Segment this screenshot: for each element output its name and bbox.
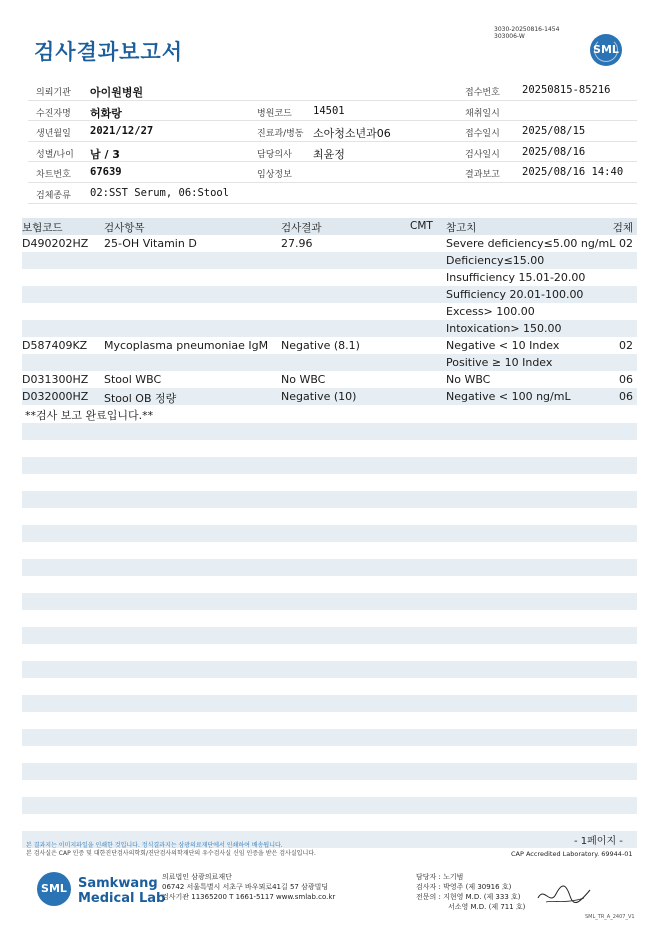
result-item: Stool WBC	[104, 373, 162, 386]
sex-age-label: 성별/나이	[36, 149, 74, 160]
table-row	[22, 252, 637, 269]
patient-value: 허화랑	[90, 106, 122, 120]
result-value: Negative (10)	[281, 390, 357, 403]
receipt-no-label: 접수번호	[465, 88, 500, 98]
result-specimen: 06	[619, 373, 633, 386]
table-row	[22, 320, 637, 337]
receipt-date-label: 접수일시	[465, 129, 500, 140]
empty-row-stripe	[22, 559, 637, 576]
result-ref: Positive ≥ 10 Index	[446, 356, 553, 369]
patient-info-block	[28, 80, 637, 204]
result-item: Stool OB 정량	[104, 392, 177, 405]
result-ref: No WBC	[446, 373, 491, 386]
clinical-label: 임상정보	[257, 170, 292, 181]
patient-label: 수진자명	[36, 108, 71, 119]
table-row	[22, 269, 637, 286]
sml-logo: SML	[590, 34, 622, 66]
info-row	[28, 142, 637, 163]
report-date-value: 2025/08/16 14:40	[522, 166, 624, 179]
test-date-label: 검사일시	[465, 149, 500, 160]
specimen-value: 02:SST Serum, 06:Stool	[90, 186, 230, 199]
end-note-row	[22, 405, 637, 422]
empty-row-stripe	[22, 525, 637, 542]
empty-row-stripe	[22, 763, 637, 780]
info-row	[28, 162, 637, 183]
table-row	[22, 371, 637, 388]
header-item: 검사항목	[104, 222, 145, 234]
table-row	[22, 286, 637, 303]
result-value: 27.96	[281, 237, 313, 250]
result-specimen: 06	[619, 390, 633, 403]
result-ref: Intoxication> 150.00	[446, 322, 562, 335]
table-row	[22, 235, 637, 252]
empty-row-stripe	[22, 593, 637, 610]
table-row	[22, 337, 637, 354]
sml-footer-logo: SML	[37, 872, 71, 906]
result-specimen: 02	[619, 237, 633, 250]
empty-row-stripe	[22, 627, 637, 644]
empty-row-stripe	[22, 695, 637, 712]
info-row	[28, 80, 637, 101]
result-ref: Insufficiency 15.01-20.00	[446, 271, 586, 284]
header-result: 검사결과	[281, 222, 322, 234]
end-note: **검사 보고 완료입니다.**	[25, 409, 154, 422]
empty-row-stripe	[22, 729, 637, 746]
results-body	[22, 235, 637, 405]
collect-date-label: 채취일시	[465, 108, 500, 119]
dob-value: 2021/12/27	[90, 125, 154, 138]
result-ref: Sufficiency 20.01-100.00	[446, 288, 584, 301]
hospital-code-value: 14501	[313, 104, 345, 117]
notice-line-1: 본 결과지는 이미지파일을 인쇄한 것입니다. 정식결과지는 삼광의료재단에서 인쇄하여 배송됩니다.	[26, 842, 283, 849]
notice	[26, 842, 316, 858]
result-item: 25-OH Vitamin D	[104, 237, 197, 250]
report-title: 검사결과보고서	[34, 40, 184, 64]
header-specimen: 검체	[612, 222, 633, 234]
result-value: Negative (8.1)	[281, 339, 360, 352]
dob-label: 생년월일	[36, 129, 71, 140]
notice-line-2: 본 검사실은 CAP 인증 및 대한진단검사의학회/진단검사의학재단의 우수검사실 신임 인증을 받은 검사실입니다.	[26, 850, 316, 857]
info-row	[28, 101, 637, 122]
specimen-label: 검체종류	[36, 190, 71, 201]
doctor-label: 담당의사	[257, 149, 292, 160]
header-ref: 참고치	[446, 222, 477, 234]
result-code: D490202HZ	[22, 237, 89, 250]
info-row	[28, 183, 637, 204]
results-header	[22, 218, 637, 235]
empty-row-stripe	[22, 423, 637, 440]
empty-row-stripe	[22, 491, 637, 508]
result-value: No WBC	[281, 373, 326, 386]
cap-accreditation: CAP Accredited Laboratory. 69944-01	[511, 850, 633, 858]
dept-label: 진료과/병동	[257, 129, 304, 140]
report-date-label: 결과보고	[465, 170, 500, 181]
result-ref: Deficiency≤15.00	[446, 254, 545, 267]
header-code: 보험코드	[22, 222, 63, 234]
result-ref: Excess> 100.00	[446, 305, 535, 318]
empty-row-stripe	[22, 661, 637, 678]
hospital-code-label: 병원코드	[257, 108, 292, 119]
receipt-date-value: 2025/08/15	[522, 125, 586, 138]
lab-staff: 담당자 : 노기범 검사자 : 박영주 (제 30916 호) 전문의 : 지현영 M.D. (제 333 호) 서소영 M.D. (제 711 호)	[416, 873, 526, 911]
lab-address: 의료법인 삼광의료재단 06742 서울특별시 서초구 바우뫼로41길 57 삼광빌딩 검사기관 11365200 T 1661-5117 www.smlab.co.kr	[162, 873, 336, 901]
result-ref: Negative < 10 Index	[446, 339, 560, 352]
empty-row-stripe	[22, 797, 637, 814]
chart-no-label: 차트번호	[36, 170, 71, 181]
document-id: 3030-20250816-1454 303006-W	[494, 26, 560, 40]
results-table	[22, 218, 637, 422]
result-code: D032000HZ	[22, 390, 89, 403]
dept-value: 소아청소년과06	[313, 127, 391, 141]
table-row	[22, 388, 637, 405]
sex-age-value: 남 / 3	[90, 147, 120, 161]
form-code: SML_TR_A_2407_V1	[585, 914, 635, 920]
result-specimen: 02	[619, 339, 633, 352]
brand-name: Samkwang Medical Lab	[78, 876, 166, 906]
institution-label: 의뢰기관	[36, 88, 71, 98]
test-date-value: 2025/08/16	[522, 145, 586, 158]
result-item: Mycoplasma pneumoniae IgM	[104, 339, 269, 352]
institution-value: 아이원병원	[90, 86, 144, 99]
info-row	[28, 121, 637, 142]
signature-icon	[536, 880, 592, 910]
result-ref: Severe deficiency≤5.00 ng/mL	[446, 237, 616, 250]
doctor-value: 최윤정	[313, 147, 345, 161]
chart-no-value: 67639	[90, 166, 122, 179]
result-code: D031300HZ	[22, 373, 89, 386]
page-number: - 1페이지 -	[574, 836, 623, 847]
receipt-no-value: 20250815-85216	[522, 84, 611, 96]
header-cmt: CMT	[410, 220, 433, 232]
empty-row-stripe	[22, 457, 637, 474]
table-row	[22, 354, 637, 371]
table-row	[22, 303, 637, 320]
result-ref: Negative < 100 ng/mL	[446, 390, 571, 403]
result-code: D587409KZ	[22, 339, 88, 352]
